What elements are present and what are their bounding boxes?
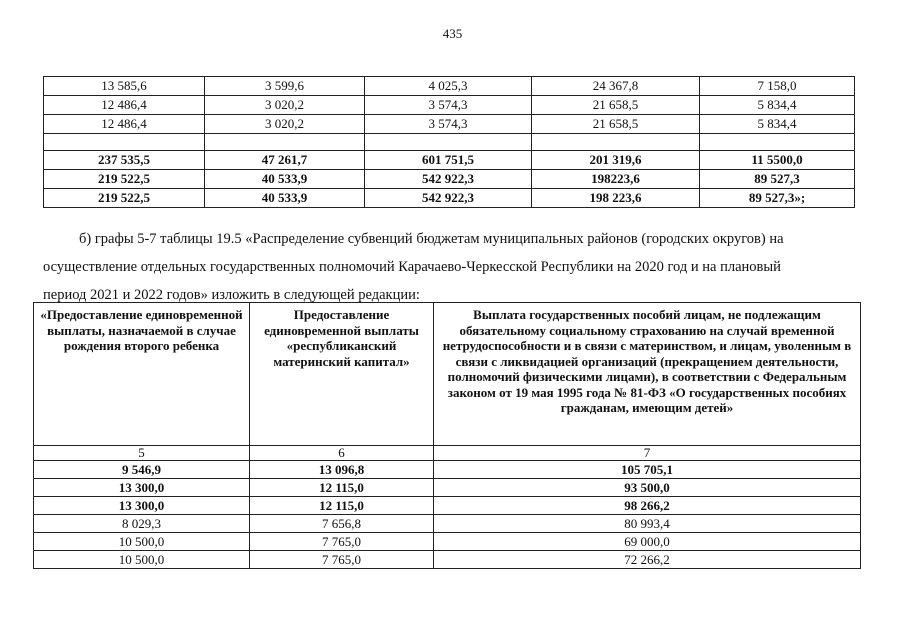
table-cell: 8 029,3 (34, 515, 250, 533)
table-cell: 3 574,3 (365, 115, 532, 134)
header-col-6: Предоставление единовременной выплаты «республиканский материнский капитал» (250, 303, 434, 446)
table-row (34, 515, 861, 533)
table-cell: 10 500,0 (34, 533, 250, 551)
paragraph-line-3: период 2021 и 2022 годов» изложить в следующей редакции: (43, 287, 420, 303)
table-cell: 198 223,6 (532, 189, 700, 208)
table-cell: 47 261,7 (205, 151, 365, 170)
table-cell: 3 574,3 (365, 96, 532, 115)
table-row (34, 479, 861, 497)
table-row (44, 134, 855, 151)
top-table-body (44, 77, 855, 208)
table-cell: 5 834,4 (700, 96, 855, 115)
table-cell: 542 922,3 (365, 170, 532, 189)
table-cell: 89 527,3 (700, 170, 855, 189)
bottom-table (33, 302, 861, 569)
table-cell: 21 658,5 (532, 96, 700, 115)
table-row (34, 533, 861, 551)
table-cell (700, 134, 855, 151)
table-cell: 7 158,0 (700, 77, 855, 96)
table-cell: 12 486,4 (44, 115, 205, 134)
header-col-5: «Предоставление единовременной выплаты, назначаемой в случае рождения второго ребенка (34, 303, 250, 446)
table-cell: 4 025,3 (365, 77, 532, 96)
table-cell: 98 266,2 (434, 497, 861, 515)
column-number-row (34, 446, 861, 461)
table-cell (532, 134, 700, 151)
table-cell: 10 500,0 (34, 551, 250, 569)
table-cell: 80 993,4 (434, 515, 861, 533)
paragraph-line-2: осуществление отдельных государственных полномочий Карачаево-Черкесской Республики на 2020 год и на плановый (43, 259, 781, 275)
paragraph-line-1: б) графы 5-7 таблицы 19.5 «Распределение субвенций бюджетам муниципальных районов (городских округов) на (79, 231, 784, 247)
table-cell: 93 500,0 (434, 479, 861, 497)
header-row (34, 303, 861, 446)
table-cell: 40 533,9 (205, 189, 365, 208)
table-cell: 24 367,8 (532, 77, 700, 96)
table-cell: 5 834,4 (700, 115, 855, 134)
table-row (44, 189, 855, 208)
table-cell: 13 096,8 (250, 461, 434, 479)
table-row (44, 170, 855, 189)
table-cell: 219 522,5 (44, 189, 205, 208)
table-row (34, 497, 861, 515)
table-cell: 105 705,1 (434, 461, 861, 479)
table-row (44, 77, 855, 96)
table-cell: 72 266,2 (434, 551, 861, 569)
table-cell (365, 134, 532, 151)
table-row (34, 461, 861, 479)
table-cell: 12 486,4 (44, 96, 205, 115)
table-row (44, 115, 855, 134)
table-cell: 12 115,0 (250, 479, 434, 497)
table-cell: 3 020,2 (205, 96, 365, 115)
header-col-7: Выплата государственных пособий лицам, не подлежащим обязательному социальному страхованию на случай временной нетрудоспособности и в связи с материнством, и лицам, уволенным в связи с ликвидацией организаций (прекращением деятельности, полномочий физическими лицами), в соответствии с Федеральным законом от 19 мая 1995 года № 81-ФЗ «О государственных пособиях гражданам, имеющим детей» (434, 303, 861, 446)
table-cell: 7 765,0 (250, 533, 434, 551)
table-cell (44, 134, 205, 151)
table-cell: 11 5500,0 (700, 151, 855, 170)
table-cell: 219 522,5 (44, 170, 205, 189)
table-cell: 13 300,0 (34, 497, 250, 515)
table-row (44, 151, 855, 170)
table-cell: 13 300,0 (34, 479, 250, 497)
bottom-table-body (34, 303, 861, 569)
table-cell: 89 527,3»; (700, 189, 855, 208)
table-row (44, 96, 855, 115)
table-cell: 7 765,0 (250, 551, 434, 569)
table-cell: 12 115,0 (250, 497, 434, 515)
table-cell: 3 020,2 (205, 115, 365, 134)
top-table (43, 76, 855, 208)
table-cell: 13 585,6 (44, 77, 205, 96)
column-number-5: 5 (34, 446, 250, 461)
table-cell: 21 658,5 (532, 115, 700, 134)
table-cell: 542 922,3 (365, 189, 532, 208)
column-number-7: 7 (434, 446, 861, 461)
table-cell: 9 546,9 (34, 461, 250, 479)
table-cell (205, 134, 365, 151)
page-number: 435 (442, 26, 463, 41)
table-row (34, 551, 861, 569)
column-number-6: 6 (250, 446, 434, 461)
table-cell: 40 533,9 (205, 170, 365, 189)
table-cell: 3 599,6 (205, 77, 365, 96)
table-cell: 198223,6 (532, 170, 700, 189)
table-cell: 7 656,8 (250, 515, 434, 533)
table-cell: 201 319,6 (532, 151, 700, 170)
table-cell: 237 535,5 (44, 151, 205, 170)
table-cell: 601 751,5 (365, 151, 532, 170)
table-cell: 69 000,0 (434, 533, 861, 551)
